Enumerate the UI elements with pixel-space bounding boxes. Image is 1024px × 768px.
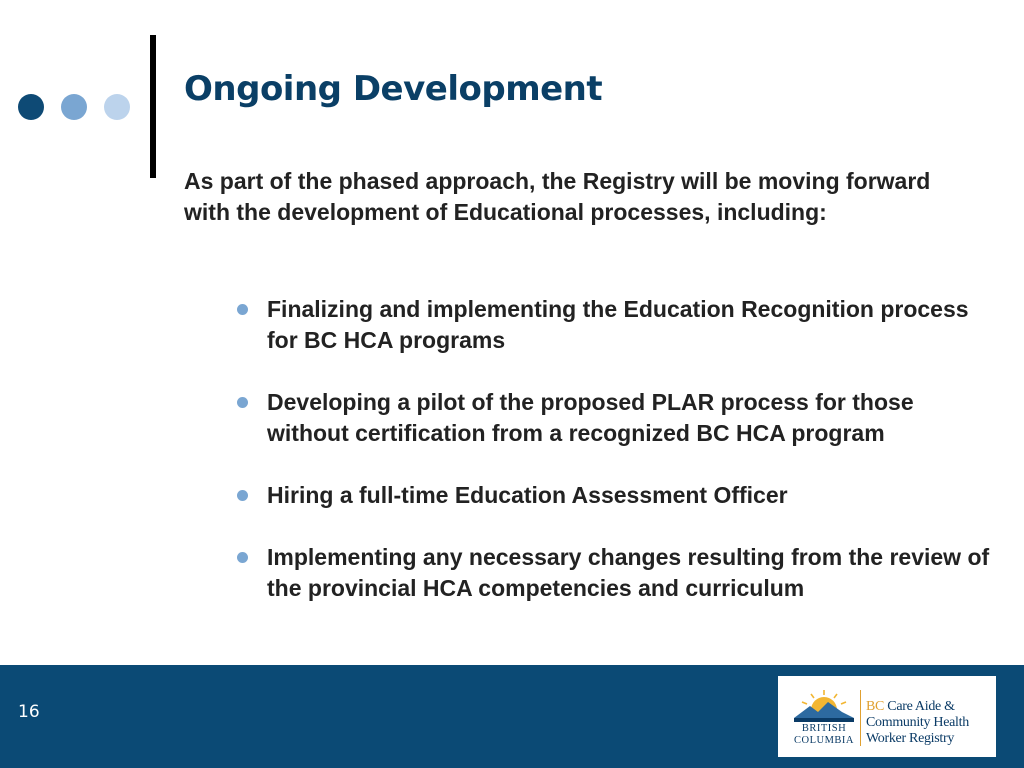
registry-line3: Worker Registry bbox=[866, 731, 955, 746]
bullet-text: Implementing any necessary changes resulting from the review of the provincial HCA competencies and curriculum bbox=[267, 544, 990, 601]
bullet-text: Hiring a full-time Education Assessment Officer bbox=[267, 482, 788, 508]
registry-line1: Care Aide & bbox=[884, 699, 955, 714]
bc-wordmark-line1: BRITISH bbox=[801, 723, 847, 734]
bullet-text: Finalizing and implementing the Education Recognition process for BC HCA programs bbox=[267, 296, 969, 353]
bullet-item bbox=[236, 542, 996, 604]
decor-dot-mid bbox=[61, 94, 87, 120]
bullet-dot-icon bbox=[237, 397, 248, 408]
bullet-dot-icon bbox=[237, 304, 248, 315]
bc-government-logo bbox=[792, 688, 856, 748]
slide-title: Ongoing Development bbox=[184, 69, 603, 109]
decor-dot-light bbox=[104, 94, 130, 120]
registry-line2: Community Health bbox=[866, 715, 969, 730]
registry-bc-prefix: BC bbox=[866, 699, 885, 714]
bullet-dot-icon bbox=[237, 490, 248, 501]
registry-logo bbox=[778, 676, 996, 757]
bullet-list bbox=[236, 294, 996, 635]
bullet-item bbox=[236, 387, 996, 449]
bullet-dot-icon bbox=[237, 552, 248, 563]
registry-wordmark bbox=[866, 699, 969, 747]
bullet-item bbox=[236, 480, 996, 511]
page-number: 16 bbox=[18, 702, 40, 722]
decor-dot-dark bbox=[18, 94, 44, 120]
logo-divider bbox=[860, 690, 861, 746]
intro-text: As part of the phased approach, the Registry will be moving forward with the development of Educational processes, including: bbox=[184, 168, 931, 225]
title-divider-bar bbox=[150, 35, 156, 178]
bc-wordmark bbox=[792, 723, 856, 747]
bullet-item bbox=[236, 294, 996, 356]
bullet-text: Developing a pilot of the proposed PLAR process for those without certification from a recognized BC HCA program bbox=[267, 389, 914, 446]
bc-wordmark-line2: COLUMBIA bbox=[793, 735, 854, 746]
registry-line1-row bbox=[866, 699, 969, 715]
sun-mountain-icon bbox=[792, 688, 856, 722]
